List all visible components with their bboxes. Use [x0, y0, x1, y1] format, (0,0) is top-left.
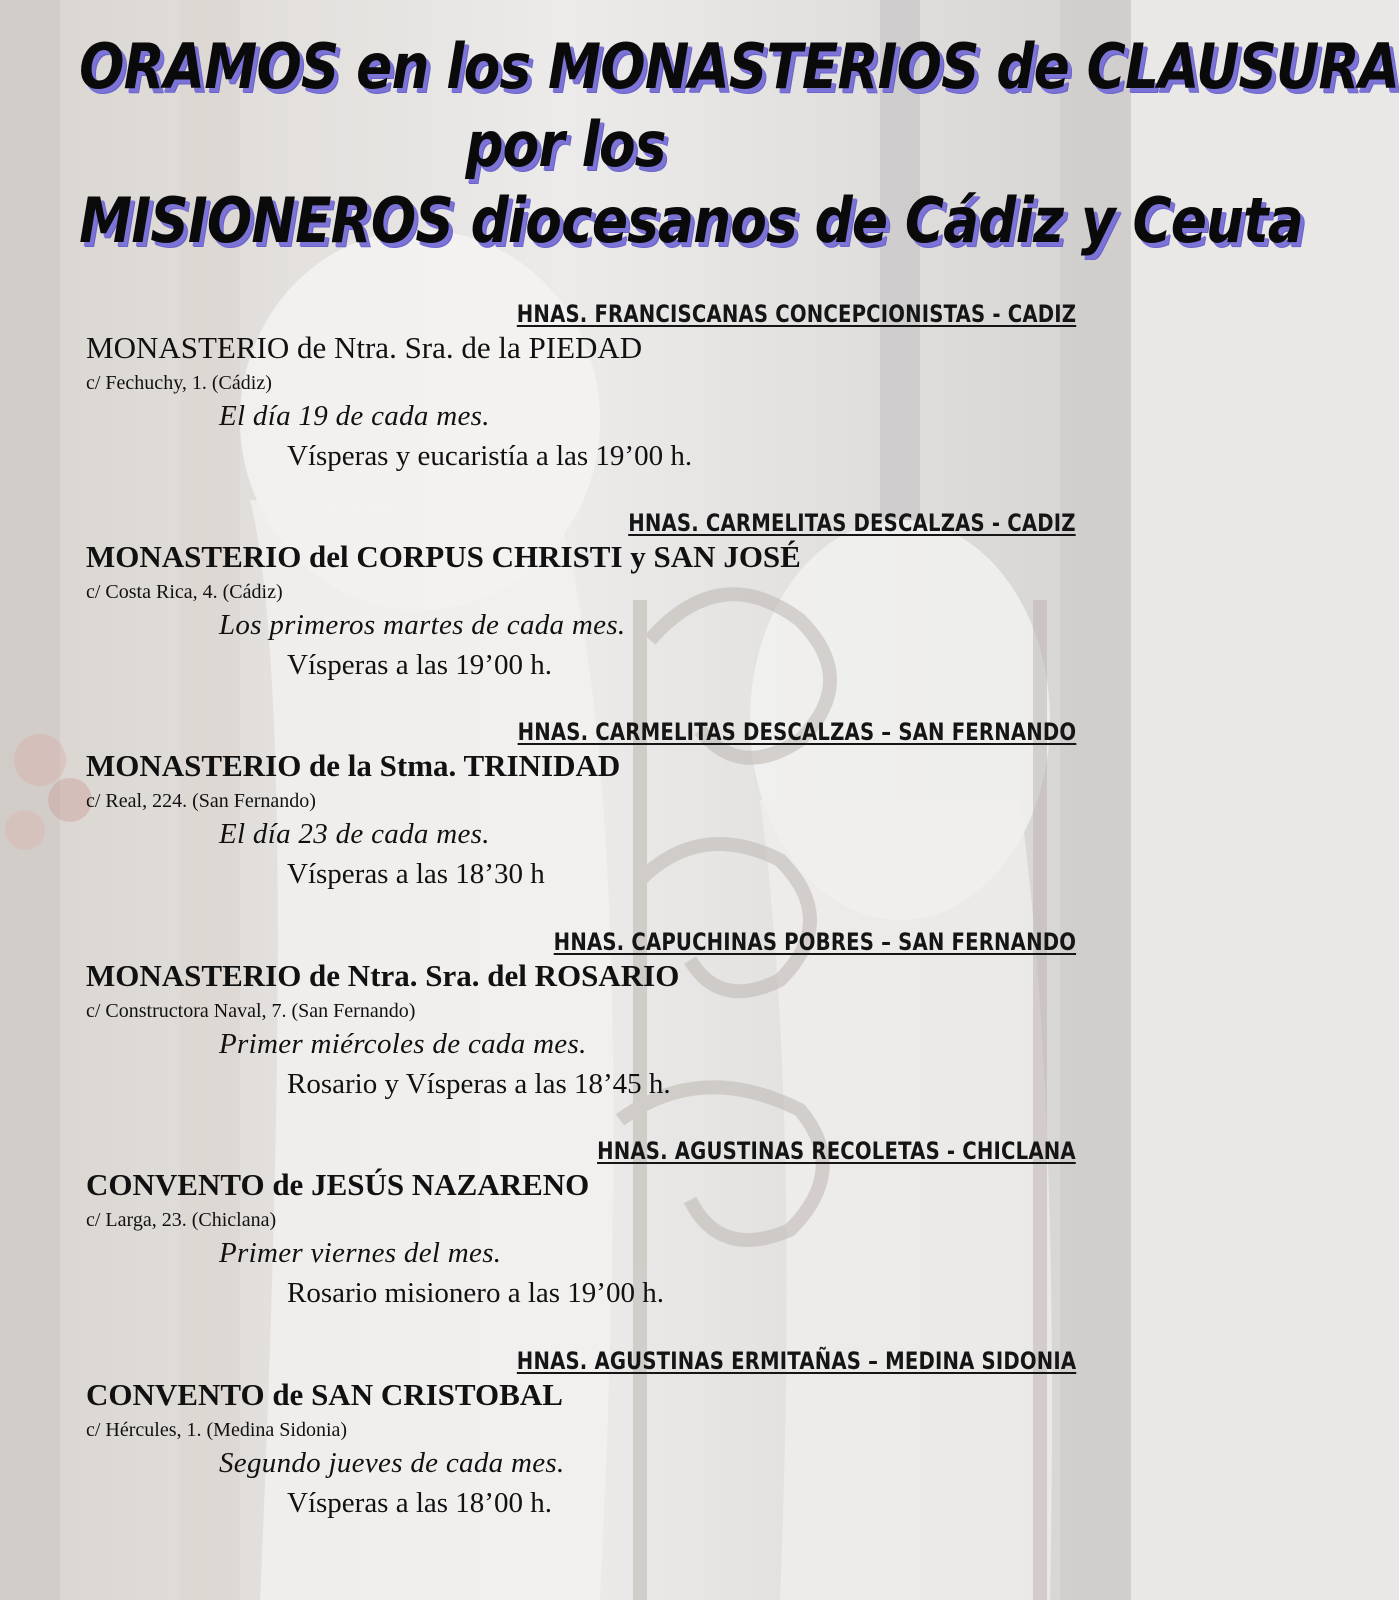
title-line-2: por los: [465, 108, 666, 181]
monastery-address: c/ Fechuchy, 1. (Cádiz): [86, 372, 272, 394]
prayer-time: Rosario y Vísperas a las 18’45 h.: [287, 1068, 671, 1100]
monastery-address: c/ Constructora Naval, 7. (San Fernando): [86, 1000, 416, 1022]
prayer-time: Rosario misionero a las 19’00 h.: [287, 1277, 664, 1309]
prayer-schedule: Los primeros martes de cada mes.: [219, 609, 626, 641]
convent-name: CONVENTO de JESÚS NAZARENO: [86, 1167, 590, 1202]
order-header: HNAS. CARMELITAS DESCALZAS - CADIZ: [628, 509, 1076, 537]
prayer-time: Vísperas y eucaristía a las 19’00 h.: [287, 440, 693, 472]
order-header: HNAS. AGUSTINAS RECOLETAS - CHICLANA: [597, 1137, 1076, 1165]
convent-address: c/ Hércules, 1. (Medina Sidonia): [86, 1419, 348, 1441]
monastery-name: MONASTERIO del CORPUS CHRISTI y SAN JOSÉ: [86, 539, 801, 574]
prayer-schedule: El día 23 de cada mes.: [219, 818, 490, 850]
prayer-time: Vísperas a las 19’00 h.: [287, 649, 552, 681]
title-line-1: ORAMOS en los MONASTERIOS de CLAUSURA: [79, 30, 1399, 103]
monastery-address: c/ Real, 224. (San Fernando): [86, 790, 316, 812]
order-header: HNAS. CAPUCHINAS POBRES – SAN FERNANDO: [553, 928, 1076, 956]
prayer-time: Vísperas a las 18’00 h.: [287, 1487, 552, 1519]
convent-name: CONVENTO de SAN CRISTOBAL: [86, 1377, 563, 1412]
prayer-schedule: Primer miércoles de cada mes.: [219, 1028, 587, 1060]
monastery-name: MONASTERIO de Ntra. Sra. de la PIEDAD: [86, 330, 643, 365]
monastery-name: MONASTERIO de Ntra. Sra. del ROSARIO: [86, 958, 680, 993]
convent-address: c/ Larga, 23. (Chiclana): [86, 1209, 277, 1231]
prayer-time: Vísperas a las 18’30 h: [287, 858, 545, 890]
order-header: HNAS. CARMELITAS DESCALZAS – SAN FERNANDO: [517, 718, 1076, 746]
monastery-address: c/ Costa Rica, 4. (Cádiz): [86, 581, 283, 603]
prayer-schedule: Primer viernes del mes.: [219, 1237, 502, 1269]
order-header: HNAS. FRANCISCANAS CONCEPCIONISTAS - CADIZ: [516, 300, 1076, 328]
title-line-3: MISIONEROS diocesanos de Cádiz y Ceuta: [79, 184, 1303, 257]
monastery-name: MONASTERIO de la Stma. TRINIDAD: [86, 748, 621, 783]
order-header: HNAS. AGUSTINAS ERMITAÑAS – MEDINA SIDONIA: [516, 1347, 1076, 1375]
prayer-schedule: Segundo jueves de cada mes.: [219, 1447, 565, 1479]
prayer-schedule: El día 19 de cada mes.: [219, 400, 490, 432]
